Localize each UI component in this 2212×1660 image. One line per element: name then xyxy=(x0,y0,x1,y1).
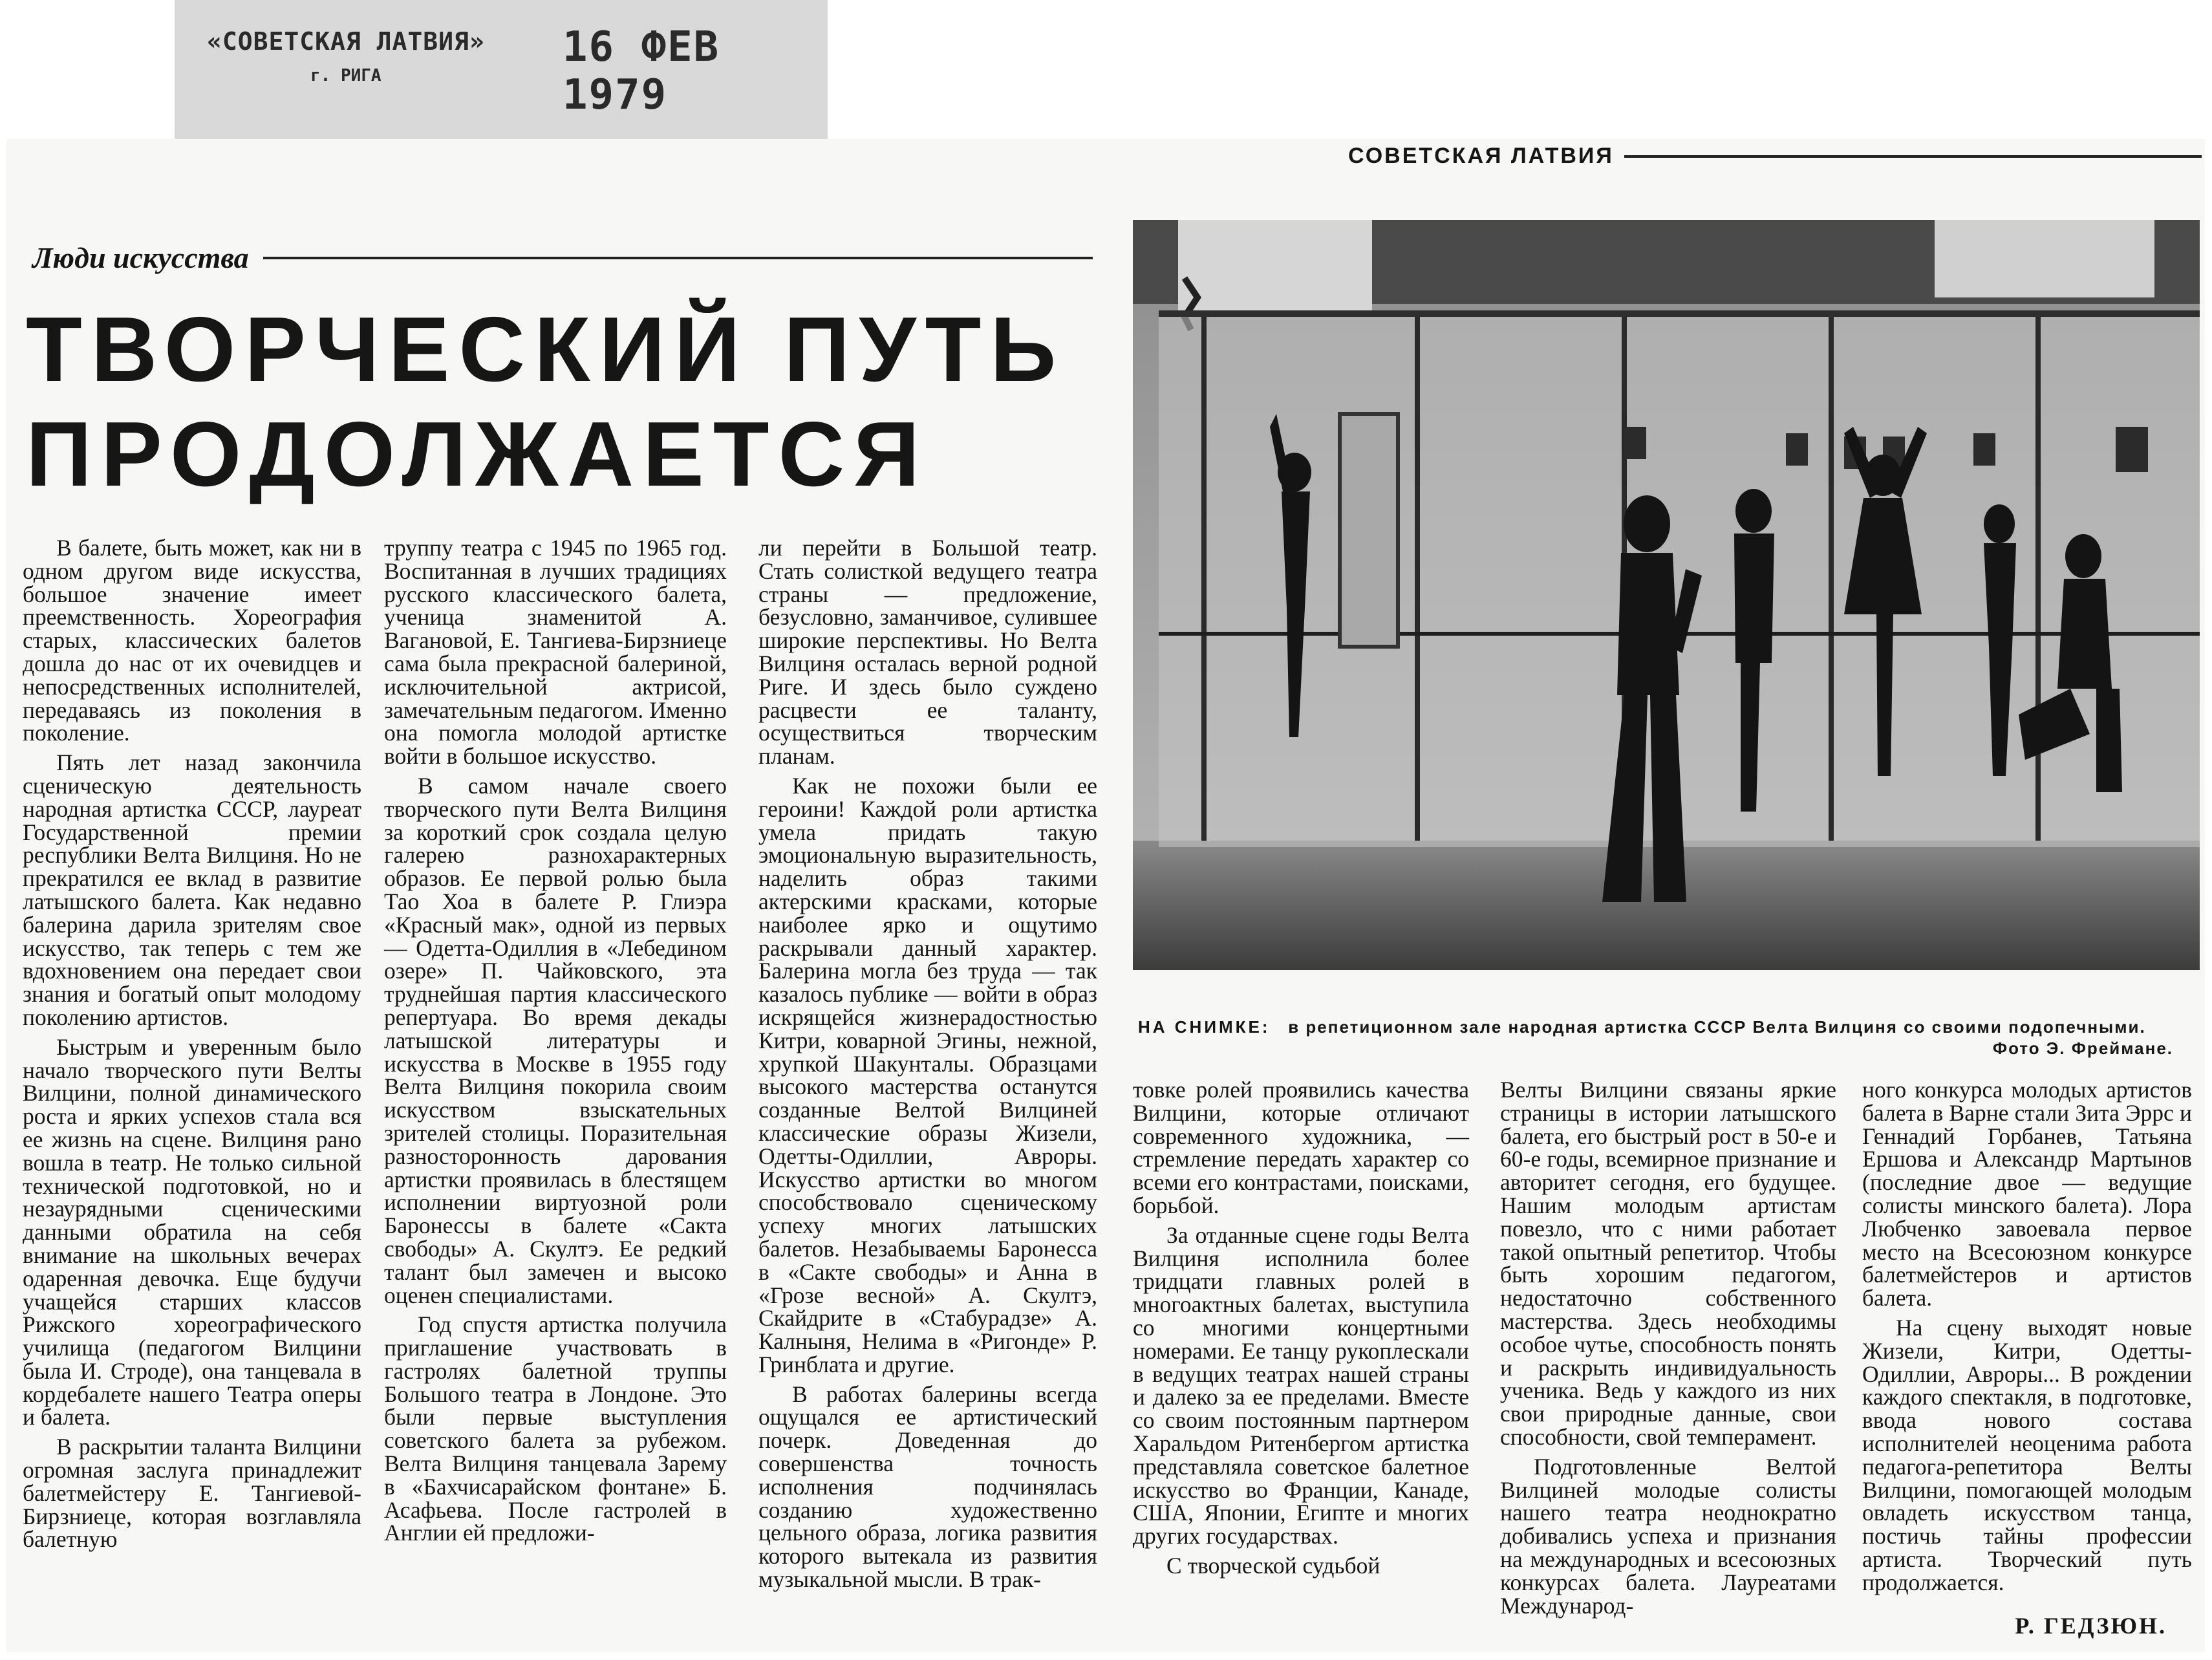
paragraph: ли перейти в Большой театр. Стать солисткой ведущего театра страны — предложение, безусловно, заманчивое, сулившее широкие перспективы. Но Велта Вилциня осталась верной родной Риге. И здесь было суждено расцвести ее таланту, осуществиться творческим планам. xyxy=(758,535,1097,770)
article-column-3 xyxy=(758,537,1097,1591)
paragraph: В балете, быть может, как ни в одном другом виде искусства, большое значение имеет преемственность. Хореография старых, классических балетов дошла до нас от их очевидцев и непосредственных исполнителей, передаваясь из поколения в поколение. xyxy=(23,535,361,746)
rubric-label: Люди искусства xyxy=(32,241,249,274)
paragraph: В работах балерины всегда ощущался ее артистический почерк. Доведенная до совершенства точность исполнения подчинялась созданию художественно цельного образа, логика развития которого вытекала из развития музыкальной мысли. В трак- xyxy=(758,1381,1097,1593)
paragraph: На сцену выходят новые Жизели, Китри, Одетты-Одиллии, Авроры... В рождении каждого спектакля, в подготовке, ввода нового состава исполнителей неоценима работа педагога-репетитора Велты Вилцини, помогающей молодым овладеть искусством танца, постичь тайны профессии артиста. Творческий путь продолжается. xyxy=(1862,1314,2192,1595)
article-column-2 xyxy=(384,537,727,1545)
stamp-date: 16 ФЕВ 1979 xyxy=(563,23,720,119)
stamp-city: г. РИГА xyxy=(310,66,381,85)
paragraph: ного конкурса молодых артистов балета в Варне стали Зита Эррс и Геннадий Горбанев, Татьяна Ершова и Александр Мартынов (последние двое — ведущие солисты минского балета). Лора Любченко завоевала первое место на Всесоюзном конкурсе балетмейстеров и артистов балета. xyxy=(1862,1077,2192,1311)
paragraph: С творческой судьбой xyxy=(1166,1552,1380,1579)
article-column-6 xyxy=(1862,1079,2192,1595)
paragraph: В самом начале своего творческого пути Велта Вилциня за короткий срок создала целую галерею разнохарактерных образов. Ее первой ролью была Тао Хоа в балете Р. Глиэра «Красный мак», одной из первых — Одетта-Одиллия в «Лебедином озере» П. Чайковского, эта труднейшая партия классического репертуара. Во время декады латышской литературы и искусства в Москве в 1955 году Велта Вилциня покорила своим искусством взыскательных зрителей столицы. Поразительная разносторонность дарования артистки проявилась в блестящем исполнении виртуозной роли Баронессы в балете «Сакта свободы» А. Скултэ. Ее редкий талант был замечен и высоко оценен специалистами. xyxy=(384,772,727,1308)
caption-text: в репетиционном зале народная артистка СССР Велта Вилциня со своими подопечными. xyxy=(1288,1017,2146,1037)
paragraph: Велты Вилцини связаны яркие страницы в истории латышского балета, его быстрый рост в 50-е и 60-е годы, всемирное признание и авторитет сегодня, его будущее. Нашим молодым артистам повезло, что с ними работает такой опытный репетитор. Чтобы быть хорошим педагогом, недостаточно собственного мастерства. Здесь необходимы особое чутье, способность понять и раскрыть индивидуальность ученика. Ведь у каждого из них свои природные данные, свои способности, свой темперамент. xyxy=(1500,1077,1836,1450)
rehearsal-photo-illustration xyxy=(1133,220,2200,970)
article-column-5 xyxy=(1500,1079,1836,1617)
paragraph: В раскрытии таланта Вилцини огромная заслуга принадлежит балетмейстеру Е. Тангиевой-Бирзниеце, которая возглавляла балетную xyxy=(23,1434,361,1553)
rehearsal-photo xyxy=(1133,220,2200,970)
paragraph: товке ролей проявились качества Вилцини, которые отличают современного художника, — стремление передать характер со всеми его контрастами, поисками, борьбой. xyxy=(1133,1077,1469,1218)
masthead-rule xyxy=(1624,155,2202,158)
photo-credit: Фото Э. Фреймане. xyxy=(1992,1039,2173,1058)
author-signature: Р. ГЕДЗЮН. xyxy=(2015,1613,2167,1639)
paragraph: Быстрым и уверенным было начало творческого пути Велты Вилцини, полной динамического роста и ярких успехов стала вся ее жизнь на сцене. Вилциня рано вошла в театр. Не только сильной технической подготовкой, но и незаурядными сценическими данными обратила на себя внимание на школьных вечерах одаренная девочка. Еще будучи учащейся старших классов Рижского хореографического училища (педагогом Вилцини была И. Строде), она танцевала в кордебалете нашего Театра оперы и балета. xyxy=(23,1033,361,1430)
paragraph: Как не похожи были ее героини! Каждой роли артистка умела придать такую эмоциональную выразительность, наделить образ такими актерскими красками, которые наиболее ярко и ощутимо раскрывали данный характер. Балерина могла без труда — так казалось публике — войти в образ искрящейся жизнерадостностью Китри, коварной Эгины, нежной, хрупкой Шакунталы. Образцами высокого мастерства останутся созданные Велтой Вилциней классические образы Жизели, Одетты-Одиллии, Авроры. Искусство артистки во многом способствовало сценическому успеху многих латышских балетов. Незабываемы Баронесса в «Сакте свободы» и Анна в «Грозе весной» А. Скултэ, Скайдрите в «Стабурадзе» А. Калныня, Нелима в «Ригонде» Р. Гринблата и другие. xyxy=(758,772,1097,1377)
caption-lead: НА СНИМКЕ: xyxy=(1138,1017,1271,1037)
paragraph: Подготовленные Велтой Вилциней молодые солисты нашего театра неоднократно добивались успеха и признания на международных и всесоюзных конкурсах балета. Лауреатами Международ- xyxy=(1500,1453,1836,1619)
headline-line-2: ПРОДОЛЖАЕТСЯ xyxy=(26,403,929,506)
paragraph: Пять лет назад закончила сценическую деятельность народная артистка СССР, лауреат Государственной премии республики Велта Вилциня. Но не прекратился ее вклад в развитие латышского балета. Как недавно балерина дарила зрителям свое искусство, так теперь с тем же вдохновением она передает свои знания и богатый опыт молодому поколению артистов. xyxy=(23,749,361,1030)
paragraph: За отданные сцене годы Велта Вилциня исполнила более тридцати главных ролей в многоактных балетах, выступила со многими концертными номерами. Ее танцу рукоплескали в ведущих театрах нашей страны и далеко за ее пределами. Вместе со своим постоянным партнером Харальдом Ритенбергом артистка представляла советское балетное искусство во Франции, Канаде, США, Японии, Египте и многих других государствах. xyxy=(1133,1222,1469,1549)
paragraph: труппу театра с 1945 по 1965 год. Воспитанная в лучших традициях русского классического балета, ученица знаменитой А. Вагановой, Е. Тангиева-Бирзниеце сама была прекрасной балериной, исключительной актрисой, замечательным педагогом. Именно она помогла молодой артистке войти в большое искусство. xyxy=(384,535,727,770)
rubric-rule xyxy=(263,257,1093,259)
masthead-title: СОВЕТСКАЯ ЛАТВИЯ xyxy=(1348,144,1614,168)
rubric xyxy=(32,241,1093,275)
article-column-4 xyxy=(1133,1079,1469,1578)
stamp-newspaper: «СОВЕТСКАЯ ЛАТВИЯ» xyxy=(207,27,485,56)
paragraph: Год спустя артистка получила приглашение участвовать в гастролях балетной труппы Большого театра в Лондоне. Это были первые выступления советского балета за рубежом. Велта Вилциня танцевала Зарему в «Бахчисарайском фонтане» Б. Асафьева. После гастролей в Англии ей предложи- xyxy=(384,1311,727,1546)
photo-caption xyxy=(1138,1015,2195,1039)
masthead xyxy=(1348,144,2202,169)
article-column-1 xyxy=(23,537,361,1551)
headline-line-1: ТВОРЧЕСКИЙ ПУТЬ xyxy=(26,298,1066,401)
headline xyxy=(26,297,1125,507)
